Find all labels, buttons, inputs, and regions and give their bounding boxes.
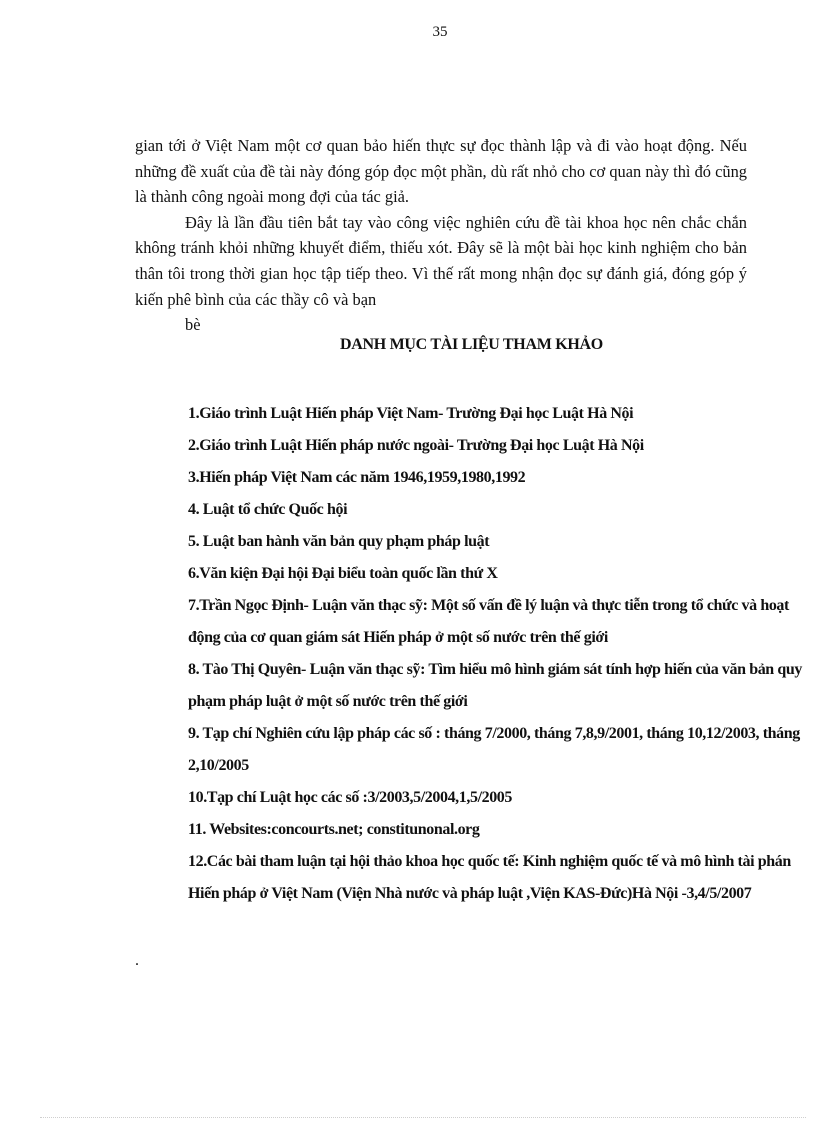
end-mark: . (135, 952, 139, 969)
reference-item: 1.Giáo trình Luật Hiến pháp Việt Nam- Trường Đại học Luật Hà Nội (188, 405, 634, 422)
reference-item: 7.Trần Ngọc Định- Luận văn thạc sỹ: Một số vấn đề lý luận và thực tiễn trong tổ chức và hoạt động của cơ quan giám sát Hiến pháp ở một số nước trên thế giới (188, 597, 789, 646)
references-list (188, 398, 806, 910)
reference-item: 11. Websites:concourts.net; constitunonal.org (188, 821, 480, 838)
reference-item: 9. Tạp chí Nghiên cứu lập pháp các số : tháng 7/2000, tháng 7,8,9/2001, tháng 10,12/2003, tháng 2,10/2005 (188, 725, 800, 774)
reference-item: 10.Tạp chí Luật học các số :3/2003,5/2004,1,5/2005 (188, 789, 513, 806)
intro-paragraph-2-body: Đây là lần đầu tiên bắt tay vào công việc nghiên cứu đề tài khoa học nên chắc chắn không tránh khỏi những khuyết điểm, thiếu xót. Đây sẽ là một bài học kinh nghiệm cho bản thân tôi trong thời gian học tập tiếp theo. Vì thế rất mong nhận đọc sự đánh giá, đóng góp ý kiến phê bình của các thầy cô và bạn (135, 212, 747, 309)
reference-item: 5. Luật ban hành văn bản quy phạm pháp luật (188, 533, 490, 550)
reference-item: 8. Tào Thị Quyên- Luận văn thạc sỹ: Tìm hiểu mô hình giám sát tính hợp hiến của văn bản quy phạm pháp luật ở một số nước trên thế giới (188, 661, 802, 710)
intro-paragraph-1: gian tới ở Việt Nam một cơ quan bảo hiến thực sự đọc thành lập và đi vào hoạt động. Nếu những đề xuất của đề tài này đóng góp đọc một phần, dù rất nhỏ cho cơ quan này thì đó cũng là thành công ngoài mong đợi của tác giả. (135, 136, 747, 207)
reference-item: 2.Giáo trình Luật Hiến pháp nước ngoài- Trường Đại học Luật Hà Nội (188, 437, 644, 454)
references-heading: DANH MỤC TÀI LIỆU THAM KHẢO (340, 336, 603, 353)
intro-text (135, 133, 747, 338)
reference-item: 3.Hiến pháp Việt Nam các năm 1946,1959,1980,1992 (188, 469, 526, 486)
intro-paragraph-2 (135, 210, 747, 338)
page-bottom-divider (40, 1117, 806, 1118)
reference-item: 4. Luật tổ chức Quốc hội (188, 501, 348, 518)
reference-item: 12.Các bài tham luận tại hội thảo khoa học quốc tế: Kinh nghiệm quốc tế và mô hình tài phán Hiến pháp ở Việt Nam (Viện Nhà nước và pháp luật ,Viện KAS-Đức)Hà Nội -3,4/5/2007 (188, 853, 791, 902)
page-number: 35 (432, 24, 448, 40)
reference-item: 6.Văn kiện Đại hội Đại biểu toàn quốc lần thứ X (188, 565, 498, 582)
intro-paragraph-2-tail: bè (185, 315, 201, 335)
